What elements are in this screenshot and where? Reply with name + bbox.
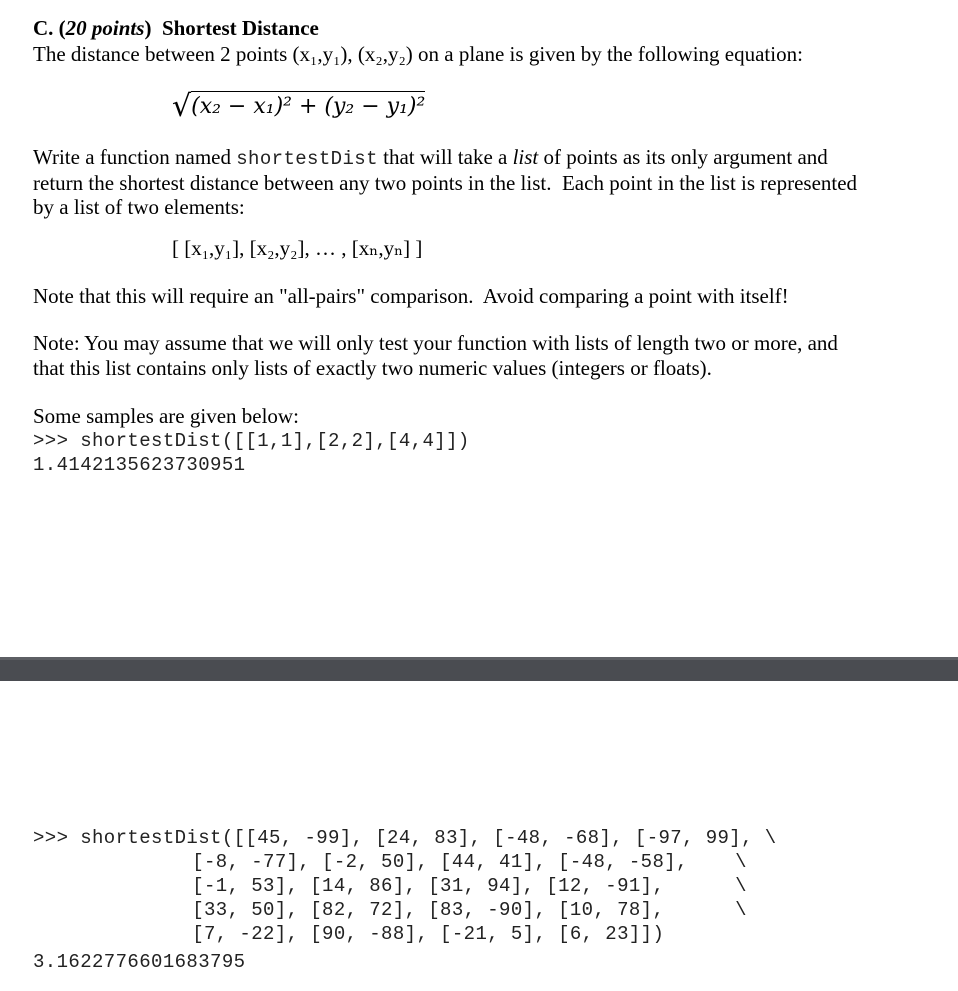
intro-text: The distance between 2 points (x₁,y₁), (x₂,y₂) on a plane is given by the following equation:: [33, 42, 803, 66]
task-text-b: that will take a: [377, 145, 513, 169]
sqrt-symbol: √: [172, 89, 192, 124]
sample2-line-5: [7, -22], [90, -88], [-21, 5], [6, 23]]): [145, 923, 665, 945]
sample2-line-3: [-1, 53], [14, 86], [31, 94], [12, -91], \: [145, 875, 747, 897]
distance-formula: [172, 86, 426, 124]
formula-body: (x₂ − x₁)² + (y₂ − y₁)²: [191, 91, 425, 119]
task-line-3: by a list of two elements:: [33, 195, 245, 219]
points-label: 20 points: [65, 16, 145, 40]
list-format: [ [x₁,y₁], [x₂,y₂], … , [xₙ,yₙ] ]: [172, 236, 423, 260]
sample2-line-2: [-8, -77], [-2, 50], [44, 41], [-48, -58], \: [145, 851, 747, 873]
sample1-call: >>> shortestDist([[1,1],[2,2],[4,4]]): [33, 430, 470, 452]
samples-intro: Some samples are given below:: [33, 404, 299, 428]
section-heading: ) Shortest Distance: [144, 16, 319, 40]
task-line-1: [33, 145, 828, 172]
task-line-2: return the shortest distance between any two points in the list. Each point in the list is represented: [33, 171, 858, 195]
task-text-a: Write a function named: [33, 145, 237, 169]
section-label: C. (: [33, 16, 66, 40]
sample2-line-4: [33, 50], [82, 72], [83, -90], [10, 78], \: [145, 899, 747, 921]
section-title: [33, 16, 319, 41]
sample2-result: 3.1622776601683795: [33, 951, 246, 973]
note-assume-line-1: Note: You may assume that we will only test your function with lists of length two or more, and: [33, 331, 838, 355]
task-text-c: of points as its only argument and: [538, 145, 828, 169]
sample1-result: 1.4142135623730951: [33, 454, 246, 476]
function-name: shortestDist: [236, 148, 378, 170]
page-divider: [0, 657, 958, 681]
sample2-line-1: >>> shortestDist([[45, -99], [24, 83], [-48, -68], [-97, 99], \: [33, 827, 777, 849]
note-all-pairs: Note that this will require an "all-pairs" comparison. Avoid comparing a point with itself!: [33, 284, 789, 308]
list-word: list: [512, 145, 539, 169]
note-assume-line-2: that this list contains only lists of exactly two numeric values (integers or floats).: [33, 356, 712, 380]
